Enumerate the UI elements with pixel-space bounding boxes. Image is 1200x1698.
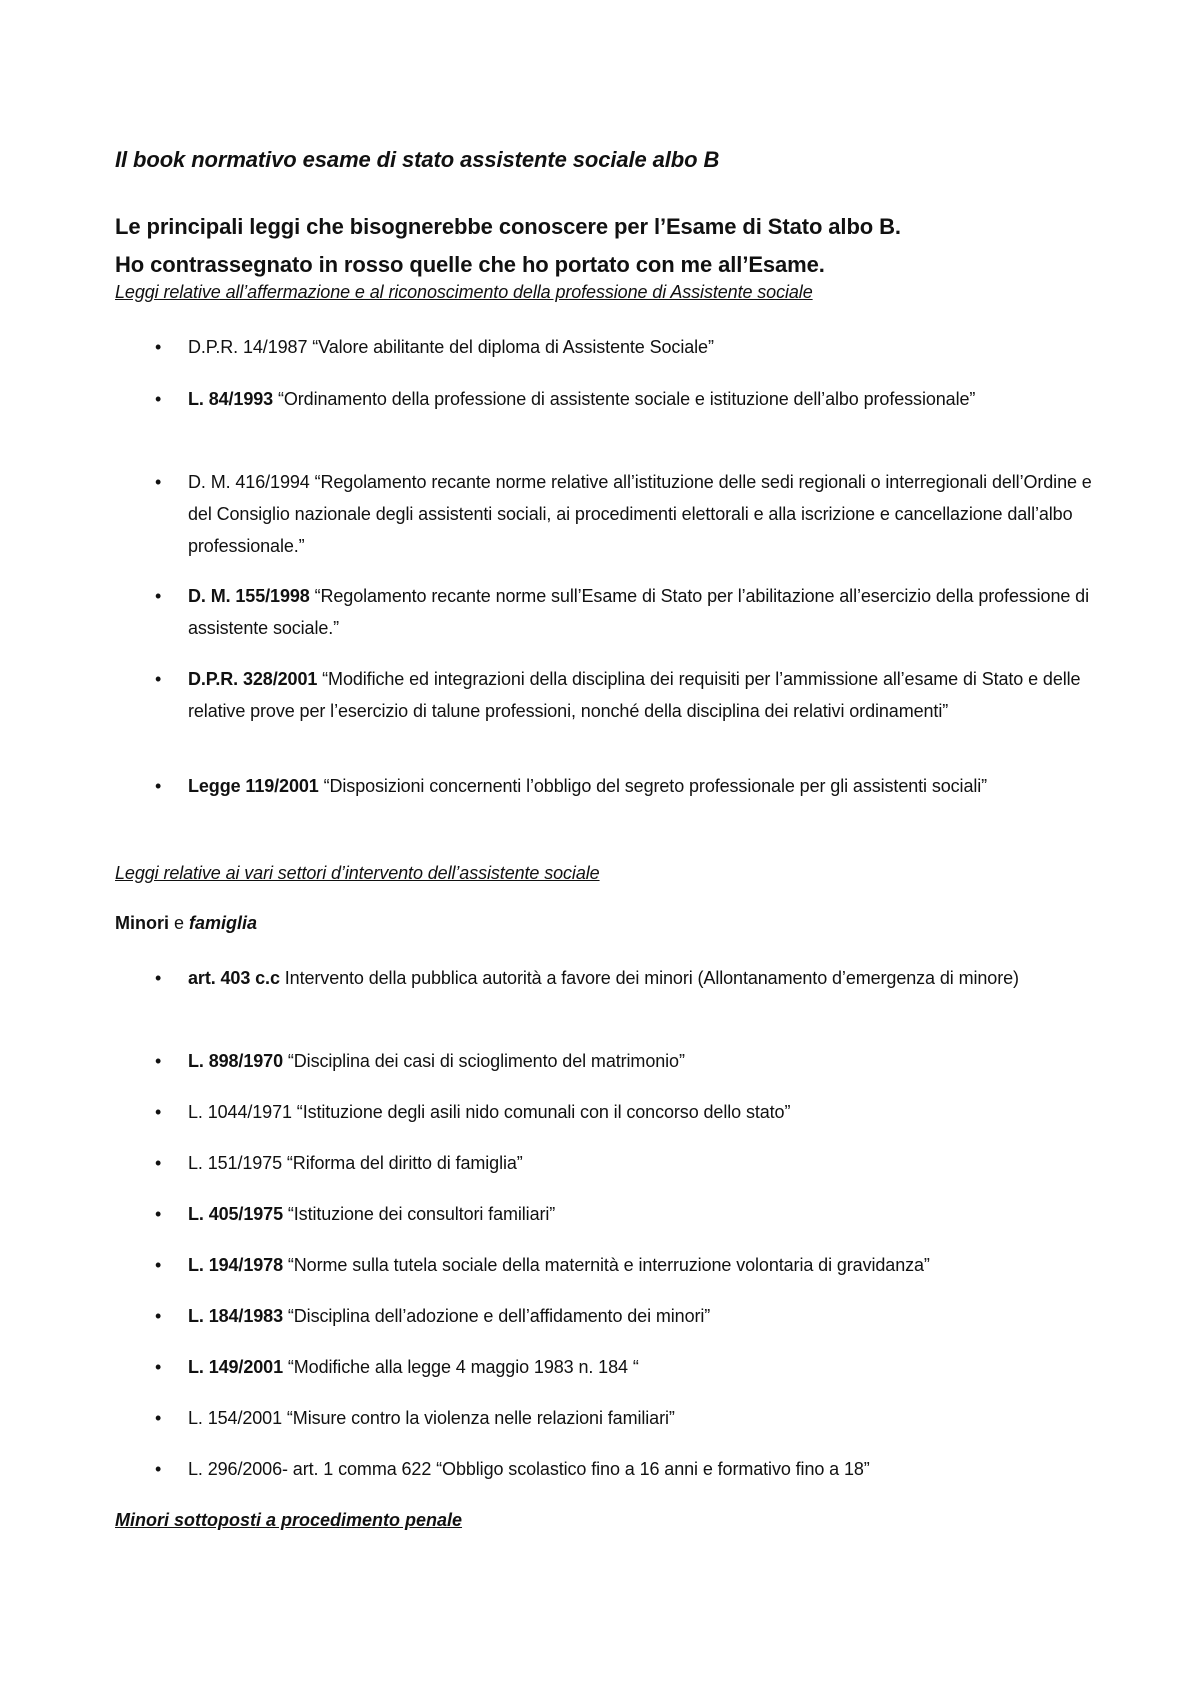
subheading-conjunction: e — [169, 913, 190, 933]
bullet-icon: • — [155, 337, 162, 357]
bullet-icon: • — [155, 1459, 162, 1479]
bullet-icon: • — [155, 472, 162, 492]
law-reference: D. M. 416/1994 — [188, 472, 310, 492]
bullet-icon: • — [155, 586, 162, 606]
law-description: - art. 1 comma 622 “Obbligo scolastico fino a 16 anni e formativo fino a 18” — [282, 1459, 870, 1479]
law-description: “Norme sulla tutela sociale della maternità e interruzione volontaria di gravidanza” — [282, 1255, 930, 1275]
law-description: “Istituzione degli asili nido comunali con il concorso dello stato” — [291, 1102, 791, 1122]
bullet-icon: • — [155, 1357, 162, 1377]
subheading-italic: famiglia — [189, 913, 258, 933]
law-reference: L. 296/2006 — [188, 1459, 282, 1479]
law-description: “Modifiche ed integrazioni della disciplina dei requisiti per l’ammissione all’esame di Stato e delle relative prove per l’esercizio di talune professioni, nonché della disciplina dei relativi ordinamenti” — [188, 669, 1081, 721]
bullet-icon: • — [155, 1102, 162, 1122]
law-description: “Regolamento recante norme sull’Esame di Stato per l’abilitazione all’esercizio della professione di assistente sociale.” — [188, 586, 1089, 638]
law-description: “Ordinamento della professione di assistente sociale e istituzione dell’albo professionale” — [273, 389, 976, 409]
bullet-icon: • — [155, 1255, 162, 1275]
law-reference: L. 151/1975 — [188, 1153, 282, 1173]
subheading-plain: Minori — [115, 913, 169, 933]
law-description: Intervento della pubblica autorità a favore dei minori (Allontanamento d’emergenza di minore) — [279, 968, 1019, 988]
law-description: “Valore abilitante del diploma di Assistente Sociale” — [307, 337, 714, 357]
bullet-icon: • — [155, 776, 162, 796]
law-reference: L. 184/1983 — [188, 1306, 283, 1326]
law-description: “Disciplina dell’adozione e dell’affidamento dei minori” — [282, 1306, 711, 1326]
bullet-icon: • — [155, 669, 162, 689]
subheading-minori-famiglia — [115, 913, 257, 934]
intro-block — [115, 208, 901, 284]
law-reference: L. 84/1993 — [188, 389, 274, 409]
law-description: “Disciplina dei casi di scioglimento del matrimonio” — [282, 1051, 685, 1071]
law-reference: L. 154/2001 — [188, 1408, 282, 1428]
law-description: “Misure contro la violenza nelle relazioni familiari” — [282, 1408, 675, 1428]
intro-line-2: Ho contrassegnato in rosso quelle che ho portato con me all’Esame. — [115, 252, 825, 277]
law-reference: D.P.R. 328/2001 — [188, 669, 318, 689]
bullet-icon: • — [155, 1153, 162, 1173]
bullet-icon: • — [155, 1306, 162, 1326]
bullet-icon: • — [155, 968, 162, 988]
law-description: “Regolamento recante norme relative all’istituzione delle sedi regionali o interregionali dell’Ordine e del Consiglio nazionale degli assistenti sociali, ai procedimenti elettorali e alla iscrizione e cancellazione dall’albo professionale.” — [188, 472, 1092, 556]
law-description: “Modifiche alla legge 4 maggio 1983 n. 184 “ — [282, 1357, 639, 1377]
law-reference: L. 149/2001 — [188, 1357, 283, 1377]
bullet-icon: • — [155, 389, 162, 409]
law-reference: art. 403 c.c — [188, 968, 280, 988]
section-heading-settori: Leggi relative ai vari settori d’intervento dell’assistente sociale — [115, 863, 600, 883]
intro-line-1: Le principali leggi che bisognerebbe conoscere per l’Esame di Stato albo B. — [115, 214, 901, 239]
law-reference: L. 194/1978 — [188, 1255, 283, 1275]
law-reference: Legge 119/2001 — [188, 776, 319, 796]
law-reference: L. 405/1975 — [188, 1204, 283, 1224]
law-reference: L. 1044/1971 — [188, 1102, 292, 1122]
law-description: “Istituzione dei consultori familiari” — [282, 1204, 556, 1224]
law-reference: L. 898/1970 — [188, 1051, 283, 1071]
law-description: “Disposizioni concernenti l’obbligo del segreto professionale per gli assistenti sociali” — [318, 776, 988, 796]
bullet-icon: • — [155, 1204, 162, 1224]
bullet-icon: • — [155, 1051, 162, 1071]
section-heading-professione: Leggi relative all’affermazione e al riconoscimento della professione di Assistente sociale — [115, 282, 813, 302]
subheading-minori-penale: Minori sottoposti a procedimento penale — [115, 1510, 463, 1530]
law-description: “Riforma del diritto di famiglia” — [282, 1153, 523, 1173]
document-title: Il book normativo esame di stato assistente sociale albo B — [115, 147, 720, 172]
bullet-icon: • — [155, 1408, 162, 1428]
law-reference: D. M. 155/1998 — [188, 586, 310, 606]
law-reference: D.P.R. 14/1987 — [188, 337, 308, 357]
